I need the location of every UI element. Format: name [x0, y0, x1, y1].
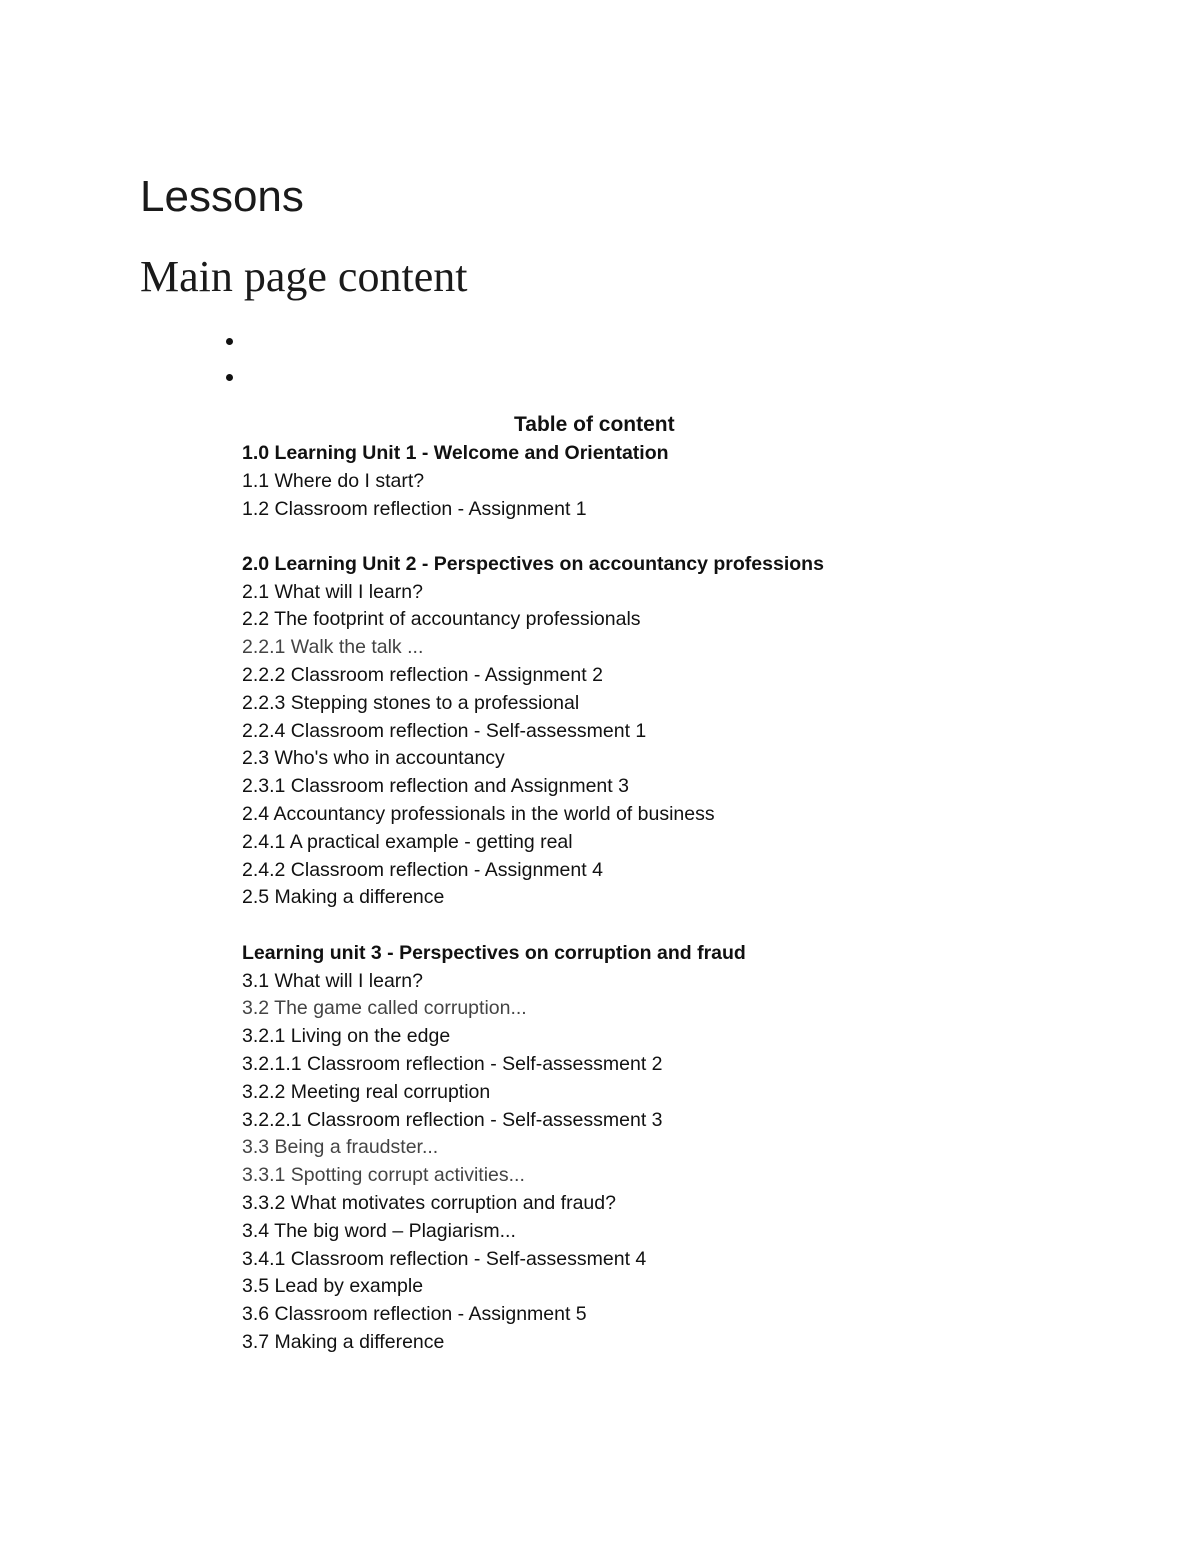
toc-item[interactable]: 3.3 Being a fraudster... — [242, 1136, 439, 1159]
toc-item[interactable]: 3.1 What will I learn? — [242, 969, 423, 992]
toc-item[interactable]: 3.5 Lead by example — [242, 1275, 424, 1298]
toc-item[interactable]: 3.2.1 Living on the edge — [242, 1025, 451, 1048]
toc-item[interactable]: 2.2.4 Classroom reflection - Self-assessment 1 — [242, 719, 647, 742]
toc-item[interactable]: 2.4 Accountancy professionals in the world of business — [242, 803, 715, 826]
toc-item[interactable]: 2.1 What will I learn? — [242, 580, 423, 603]
toc-item[interactable]: 2.5 Making a difference — [242, 886, 445, 909]
toc-item[interactable]: 2.4.2 Classroom reflection - Assignment 4 — [242, 858, 603, 881]
toc-item[interactable]: 1.2 Classroom reflection - Assignment 1 — [242, 497, 587, 520]
unit-heading[interactable]: 2.0 Learning Unit 2 - Perspectives on accountancy professions — [242, 552, 824, 575]
toc-item[interactable]: 2.2.2 Classroom reflection - Assignment 2 — [242, 664, 603, 687]
toc-item[interactable]: 2.4.1 A practical example - getting real — [242, 830, 573, 853]
page-title: Lessons — [140, 172, 304, 221]
toc-item[interactable]: 3.3.1 Spotting corrupt activities... — [242, 1164, 525, 1187]
section-gap — [242, 523, 942, 551]
section-gap — [242, 912, 942, 940]
bullet-item — [226, 366, 246, 402]
empty-bullet-list — [226, 330, 246, 402]
table-of-contents — [242, 409, 942, 1357]
toc-item[interactable]: 3.3.2 What motivates corruption and fraud? — [242, 1191, 616, 1214]
toc-item[interactable]: 2.3.1 Classroom reflection and Assignment 3 — [242, 775, 629, 798]
toc-title: Table of content — [514, 413, 675, 436]
toc-item[interactable]: 2.2 The footprint of accountancy professionals — [242, 608, 641, 631]
toc-item[interactable]: 1.1 Where do I start? — [242, 469, 425, 492]
toc-title-row — [242, 409, 942, 440]
toc-item[interactable]: 2.2.1 Walk the talk ... — [242, 636, 424, 659]
toc-item[interactable]: 3.4.1 Classroom reflection - Self-assessment 4 — [242, 1247, 647, 1270]
bullet-item — [226, 330, 246, 366]
toc-item[interactable]: 3.2.2 Meeting real corruption — [242, 1080, 491, 1103]
toc-item[interactable]: 3.2.1.1 Classroom reflection - Self-assessment 2 — [242, 1052, 663, 1075]
unit-heading[interactable]: Learning unit 3 - Perspectives on corruption and fraud — [242, 941, 746, 964]
unit-heading[interactable]: 1.0 Learning Unit 1 - Welcome and Orientation — [242, 442, 669, 464]
main-content-heading: Main page content — [140, 252, 468, 301]
toc-item[interactable]: 3.6 Classroom reflection - Assignment 5 — [242, 1303, 587, 1326]
toc-item[interactable]: 3.2 The game called corruption... — [242, 997, 527, 1020]
toc-item[interactable]: 2.2.3 Stepping stones to a professional — [242, 691, 580, 714]
toc-item[interactable]: 3.2.2.1 Classroom reflection - Self-assessment 3 — [242, 1108, 663, 1131]
toc-item[interactable]: 3.7 Making a difference — [242, 1330, 445, 1353]
toc-item[interactable]: 3.4 The big word – Plagiarism... — [242, 1219, 516, 1242]
toc-item[interactable]: 2.3 Who's who in accountancy — [242, 747, 505, 770]
